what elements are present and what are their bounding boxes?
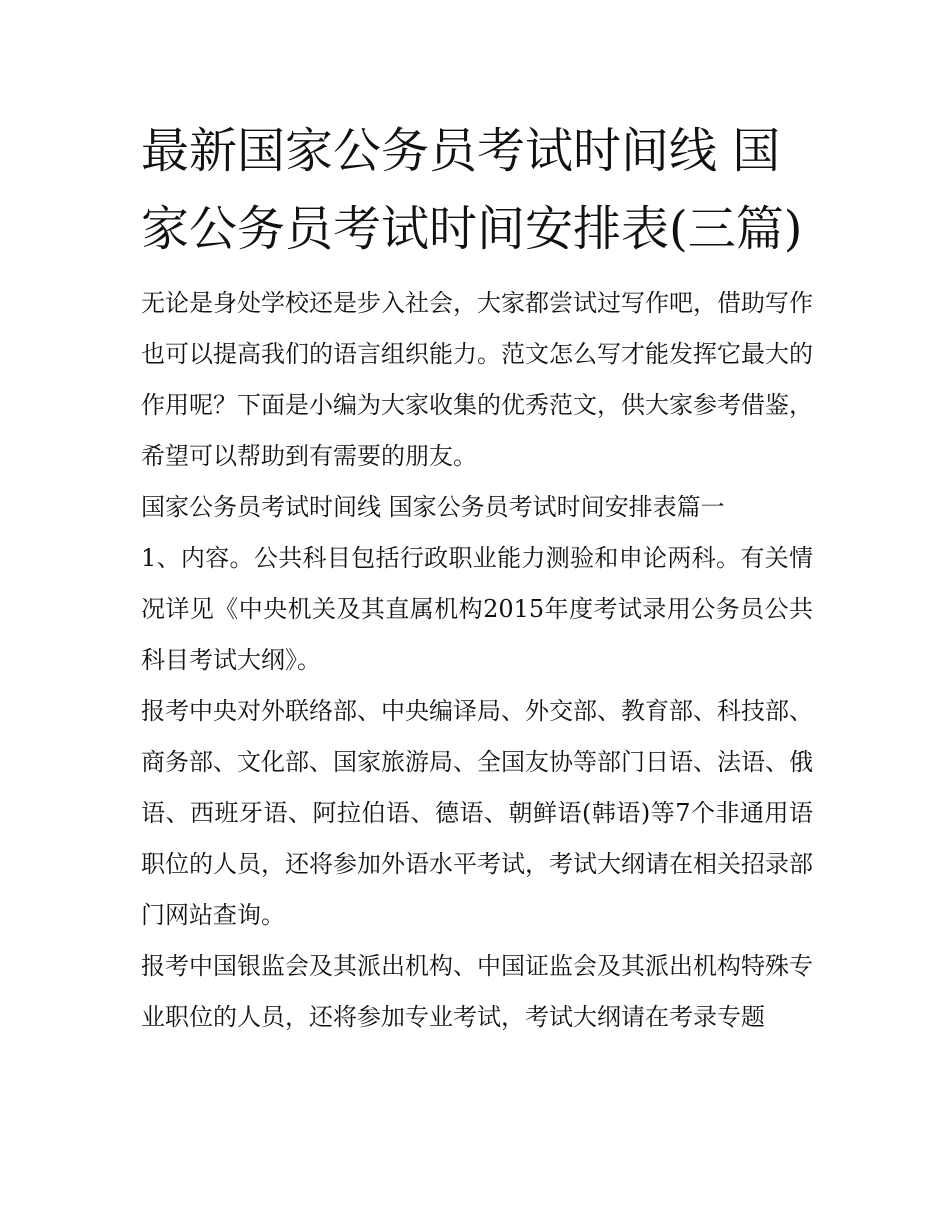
document-title: 最新国家公务员考试时间线 国家公务员考试时间安排表(三篇) [141,123,803,257]
intro-paragraph: 无论是身处学校还是步入社会，大家都尝试过写作吧，借助写作也可以提高我们的语言组织能力。范文怎么写才能发挥它最大的作用呢？下面是小编为大家收集的优秀范文，供大家参考借鉴，希望可以帮助到有需要的朋友。 [141,289,813,470]
foreign-language-paragraph: 报考中央对外联络部、中央编译局、外交部、教育部、科技部、商务部、文化部、国家旅游局、全国友协等部门日语、法语、俄语、西班牙语、阿拉伯语、德语、朝鲜语(韩语)等7个非通用语职位的人员，还将参加外语水平考试，考试大纲请在相关招录部门网站查询。 [141,697,813,929]
special-exam-paragraph: 报考中国银监会及其派出机构、中国证监会及其派出机构特殊专业职位的人员，还将参加专业考试，考试大纲请在考录专题 [141,952,813,1031]
document-page [141,112,813,1043]
content-paragraph: 1、内容。公共科目包括行政职业能力测验和申论两科。有关情况详见《中央机关及其直属机构2015年度考试录用公务员公共科目考试大纲》。 [141,544,813,674]
section-heading: 国家公务员考试时间线 国家公务员考试时间安排表篇一 [141,493,725,521]
